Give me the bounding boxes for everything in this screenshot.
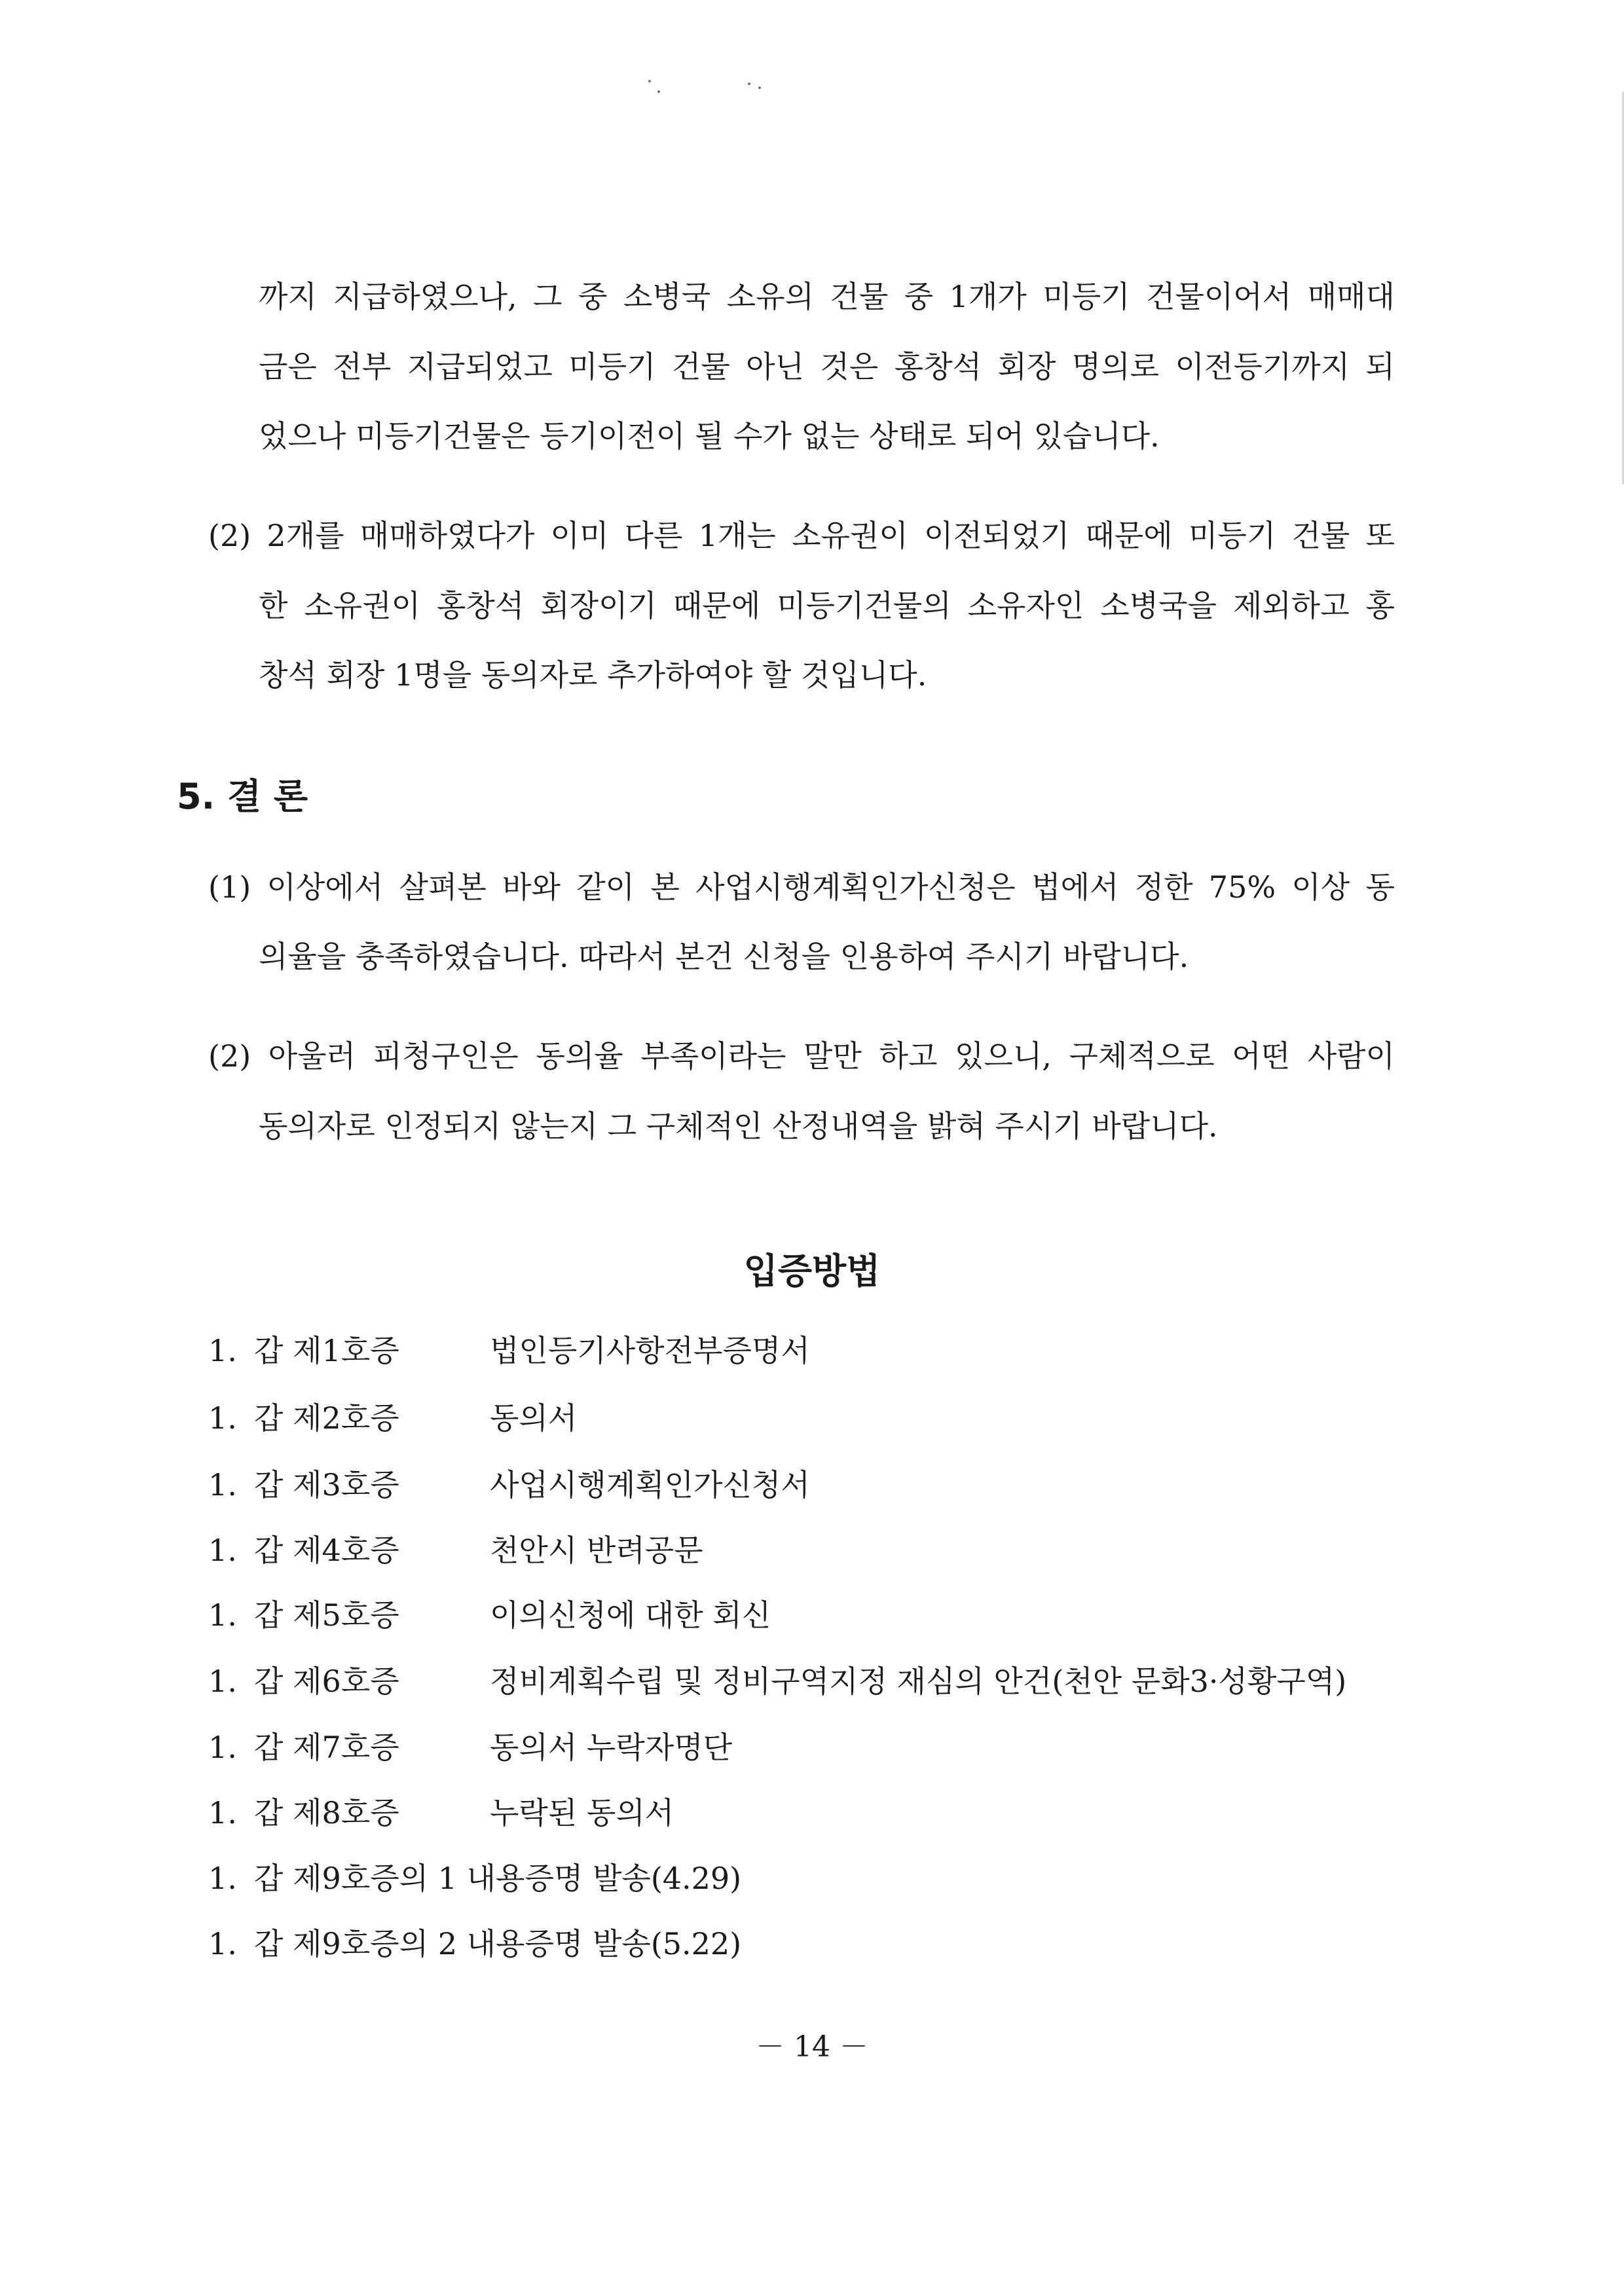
evidence-item-code: 갑 제8호증 — [254, 1795, 399, 1831]
evidence-title: 입증방법 — [743, 1250, 881, 1292]
body-line: 동의자로 인정되지 않는지 그 구체적인 산정내역을 밝혀 주시기 바랍니다. — [259, 1108, 1218, 1144]
evidence-item-number: 1. — [208, 1597, 237, 1633]
evidence-item-number: 1. — [208, 1926, 237, 1961]
body-line: (2) 아울러 피청구인은 동의율 부족이라는 말만 하고 있으니, 구체적으로 어떤 사람이 — [208, 1038, 1395, 1074]
evidence-item-number: 1. — [208, 1333, 237, 1368]
section-heading-conclusion: 5. 결 론 — [177, 776, 308, 817]
evidence-item-number: 1. — [208, 1467, 237, 1503]
scan-speck — [657, 90, 660, 93]
evidence-item-description: 동의서 누락자명단 — [490, 1730, 733, 1765]
evidence-item-number: 1. — [208, 1400, 237, 1436]
evidence-item-number: 1. — [208, 1861, 237, 1896]
evidence-item-number: 1. — [208, 1795, 237, 1831]
evidence-item-description: 사업시행계획인가신청서 — [490, 1467, 810, 1503]
evidence-item-text: 갑 제9호증의 2 내용증명 발송(5.22) — [254, 1926, 742, 1961]
evidence-item-description: 정비계획수립 및 정비구역지정 재심의 안건(천안 문화3·성황구역) — [490, 1664, 1347, 1699]
body-line: 창석 회장 1명을 동의자로 추가하여야 할 것입니다. — [259, 657, 927, 693]
evidence-item-number: 1. — [208, 1664, 237, 1699]
evidence-item-description: 법인등기사항전부증명서 — [490, 1333, 810, 1368]
body-line: 금은 전부 지급되었고 미등기 건물 아닌 것은 홍창석 회장 명의로 이전등기까지 되 — [259, 349, 1395, 384]
scan-speck — [648, 80, 651, 82]
body-line: 의율을 충족하였습니다. 따라서 본건 신청을 인용하여 주시기 바랍니다. — [259, 939, 1189, 974]
scan-speck — [758, 86, 761, 89]
body-line: 었으나 미등기건물은 등기이전이 될 수가 없는 상태로 되어 있습니다. — [259, 418, 1160, 454]
body-line: 까지 지급하였으나, 그 중 소병국 소유의 건물 중 1개가 미등기 건물이어서 매매대 — [259, 279, 1395, 314]
evidence-item-code: 갑 제5호증 — [254, 1597, 399, 1633]
body-line: (2) 2개를 매매하였다가 이미 다른 1개는 소유권이 이전되었기 때문에 미등기 건물 또 — [208, 518, 1395, 553]
evidence-item-code: 갑 제7호증 — [254, 1730, 399, 1765]
scan-speck — [748, 82, 750, 85]
body-line: 한 소유권이 홍창석 회장이기 때문에 미등기건물의 소유자인 소병국을 제외하고 홍 — [259, 588, 1395, 623]
evidence-item-number: 1. — [208, 1533, 237, 1568]
page-number: － 14 － — [756, 2030, 868, 2064]
body-line: (1) 이상에서 살펴본 바와 같이 본 사업시행계획인가신청은 법에서 정한 75% 이상 동 — [208, 869, 1395, 905]
evidence-item-text: 갑 제9호증의 1 내용증명 발송(4.29) — [254, 1861, 742, 1896]
evidence-item-code: 갑 제6호증 — [254, 1664, 399, 1699]
evidence-item-description: 이의신청에 대한 회신 — [490, 1597, 771, 1633]
evidence-item-code: 갑 제4호증 — [254, 1533, 399, 1568]
evidence-item-description: 천안시 반려공문 — [490, 1533, 703, 1568]
evidence-item-code: 갑 제3호증 — [254, 1467, 399, 1503]
evidence-item-code: 갑 제2호증 — [254, 1400, 399, 1436]
evidence-item-code: 갑 제1호증 — [254, 1333, 399, 1368]
evidence-item-description: 동의서 — [490, 1400, 578, 1436]
evidence-item-number: 1. — [208, 1730, 237, 1765]
evidence-item-description: 누락된 동의서 — [490, 1795, 674, 1831]
